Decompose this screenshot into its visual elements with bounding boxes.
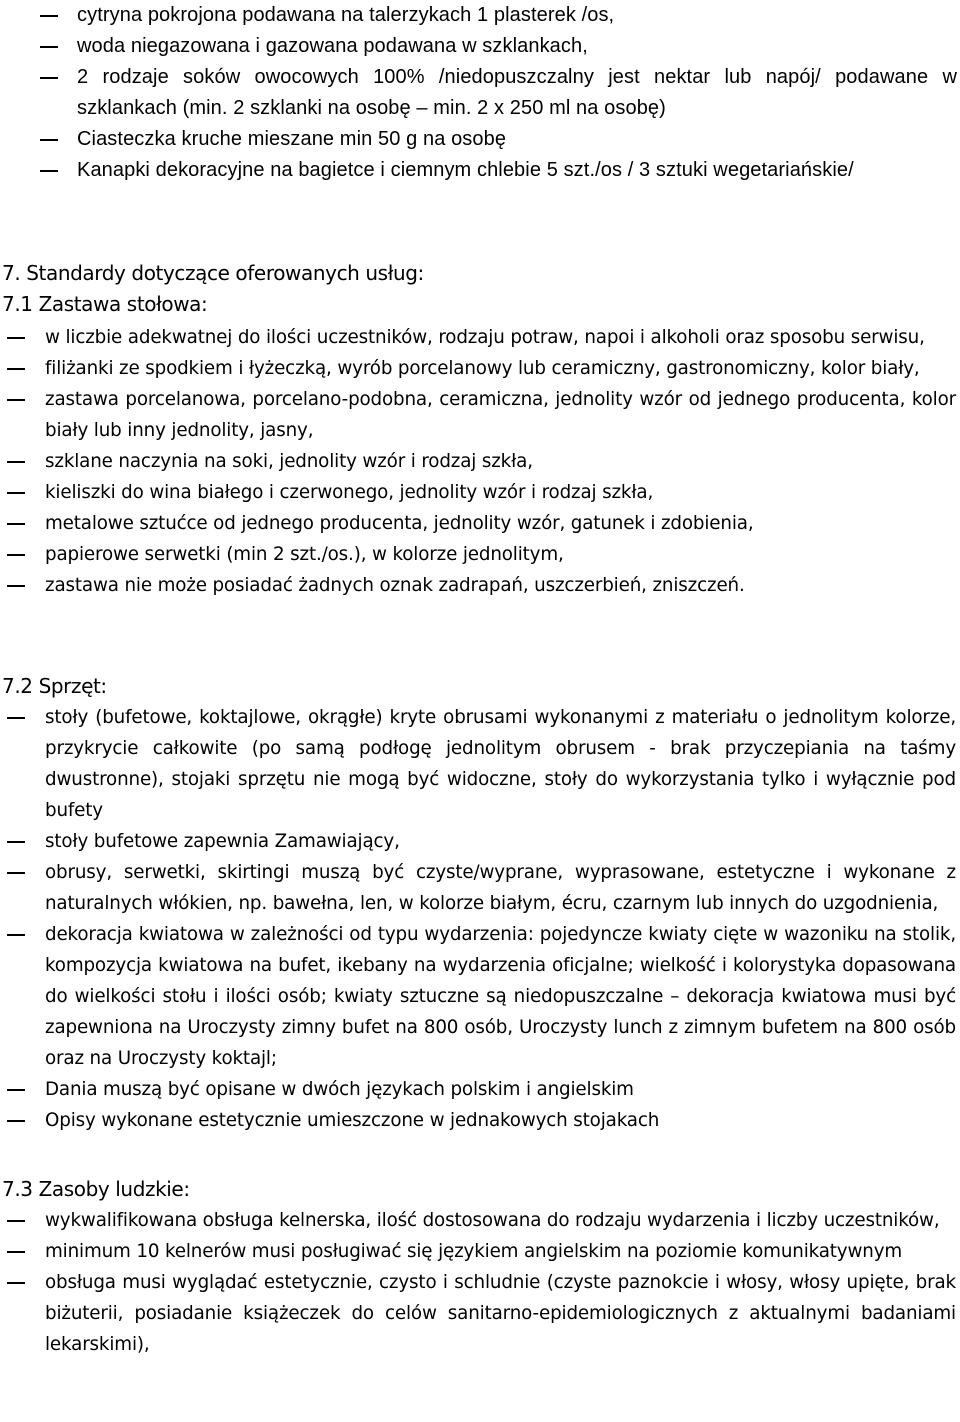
list-item: Ciasteczka kruche mieszane min 50 g na osobę xyxy=(35,124,957,155)
list-item: Opisy wykonane estetycznie umieszczone w jednakowych stojakach xyxy=(2,1105,956,1136)
dash-bullet-icon xyxy=(2,508,28,539)
dash-bullet-icon xyxy=(2,477,28,508)
dash-bullet-icon xyxy=(2,1236,28,1267)
dash-bullet-icon xyxy=(35,155,61,186)
list-item: filiżanki ze spodkiem i łyżeczką, wyrób porcelanowy lub ceramiczny, gastronomiczny, kolor biały, xyxy=(2,353,956,384)
dash-bullet-icon xyxy=(2,1074,28,1105)
list-item: stoły bufetowe zapewnia Zamawiający, xyxy=(2,826,956,857)
dash-bullet-icon xyxy=(2,446,28,477)
list-item: minimum 10 kelnerów musi posługiwać się językiem angielskim na poziomie komunikatywnym xyxy=(2,1236,956,1267)
dash-bullet-icon xyxy=(35,62,61,93)
list-item: dekoracja kwiatowa w zależności od typu wydarzenia: pojedyncze kwiaty cięte w wazoniku na stolik, kompozycja kwiatowa na bufet, ikebany na wydarzenia oficjalne; wielkość i kolorystyka dopasowana do wielkości stołu i ilości osób; kwiaty sztuczne są niedopuszczalne – dekoracja kwiatowa musi być zapewniona na Uroczysty zimny bufet na 800 osób, Uroczysty lunch z zimnym bufetem na 800 osób oraz na Uroczysty koktajl; xyxy=(2,919,956,1074)
list-item: metalowe sztućce od jednego producenta, jednolity wzór, gatunek i zdobienia, xyxy=(2,508,956,539)
dash-bullet-icon xyxy=(2,353,28,384)
list-item: stoły (bufetowe, koktajlowe, okrągłe) kryte obrusami wykonanymi z materiału o jednolitym kolorze, przykrycie całkowite (po samą podłogę jednolitym obrusem - brak przyczepiania na taśmy dwustronne), stojaki sprzętu nie mogą być widoczne, stoły do wykorzystania tylko i wyłącznie pod bufety xyxy=(2,702,956,826)
dash-bullet-icon xyxy=(2,1205,28,1236)
staff-list xyxy=(2,1205,956,1360)
dash-bullet-icon xyxy=(2,384,28,415)
dash-bullet-icon xyxy=(2,919,28,950)
list-item: kieliszki do wina białego i czerwonego, jednolity wzór i rodzaj szkła, xyxy=(2,477,956,508)
list-item: w liczbie adekwatnej do ilości uczestników, rodzaju potraw, napoi i alkoholi oraz sposobu serwisu, xyxy=(2,322,956,353)
dash-bullet-icon xyxy=(2,1267,28,1298)
dash-bullet-icon xyxy=(35,31,61,62)
dash-bullet-icon xyxy=(2,826,28,857)
dash-bullet-icon xyxy=(2,1105,28,1136)
tableware-list xyxy=(2,322,956,601)
equipment-list xyxy=(2,702,956,1136)
list-item: 2 rodzaje soków owocowych 100% /niedopuszczalny jest nektar lub napój/ podawane w szklankach (min. 2 szklanki na osobę – min. 2 x 250 ml na osobę) xyxy=(35,62,957,124)
list-item: zastawa porcelanowa, porcelano-podobna, ceramiczna, jednolity wzór od jednego producenta, kolor biały lub inny jednolity, jasny, xyxy=(2,384,956,446)
list-item: wykwalifikowana obsługa kelnerska, ilość dostosowana do rodzaju wydarzenia i liczby uczestników, xyxy=(2,1205,956,1236)
list-item: Kanapki dekoracyjne na bagietce i ciemnym chlebie 5 szt./os / 3 sztuki wegetariańskie/ xyxy=(35,155,957,186)
section-heading-7-2: 7.2 Sprzęt: xyxy=(2,674,107,698)
list-item: cytryna pokrojona podawana na talerzykach 1 plasterek /os, xyxy=(35,0,957,31)
section-heading-7-1: 7.1 Zastawa stołowa: xyxy=(2,292,208,316)
section-heading-7: 7. Standardy dotyczące oferowanych usług: xyxy=(2,261,424,285)
dash-bullet-icon xyxy=(2,570,28,601)
list-item: zastawa nie może posiadać żadnych oznak zadrapań, uszczerbień, zniszczeń. xyxy=(2,570,956,601)
catering-items-list xyxy=(35,0,957,186)
dash-bullet-icon xyxy=(2,322,28,353)
dash-bullet-icon xyxy=(35,0,61,31)
section-heading-7-3: 7.3 Zasoby ludzkie: xyxy=(2,1177,190,1201)
list-item: szklane naczynia na soki, jednolity wzór i rodzaj szkła, xyxy=(2,446,956,477)
list-item: obrusy, serwetki, skirtingi muszą być czyste/wyprane, wyprasowane, estetyczne i wykonane z naturalnych włókien, np. bawełna, len, w kolorze białym, écru, czarnym lub innych do uzgodnienia, xyxy=(2,857,956,919)
dash-bullet-icon xyxy=(2,702,28,733)
list-item: papierowe serwetki (min 2 szt./os.), w kolorze jednolitym, xyxy=(2,539,956,570)
dash-bullet-icon xyxy=(2,857,28,888)
list-item: Dania muszą być opisane w dwóch językach polskim i angielskim xyxy=(2,1074,956,1105)
list-item: woda niegazowana i gazowana podawana w szklankach, xyxy=(35,31,957,62)
list-item: obsługa musi wyglądać estetycznie, czysto i schludnie (czyste paznokcie i włosy, włosy upięte, brak biżuterii, posiadanie książeczek do celów sanitarno-epidemiologicznych z aktualnymi badaniami lekarskimi), xyxy=(2,1267,956,1360)
dash-bullet-icon xyxy=(2,539,28,570)
dash-bullet-icon xyxy=(35,124,61,155)
